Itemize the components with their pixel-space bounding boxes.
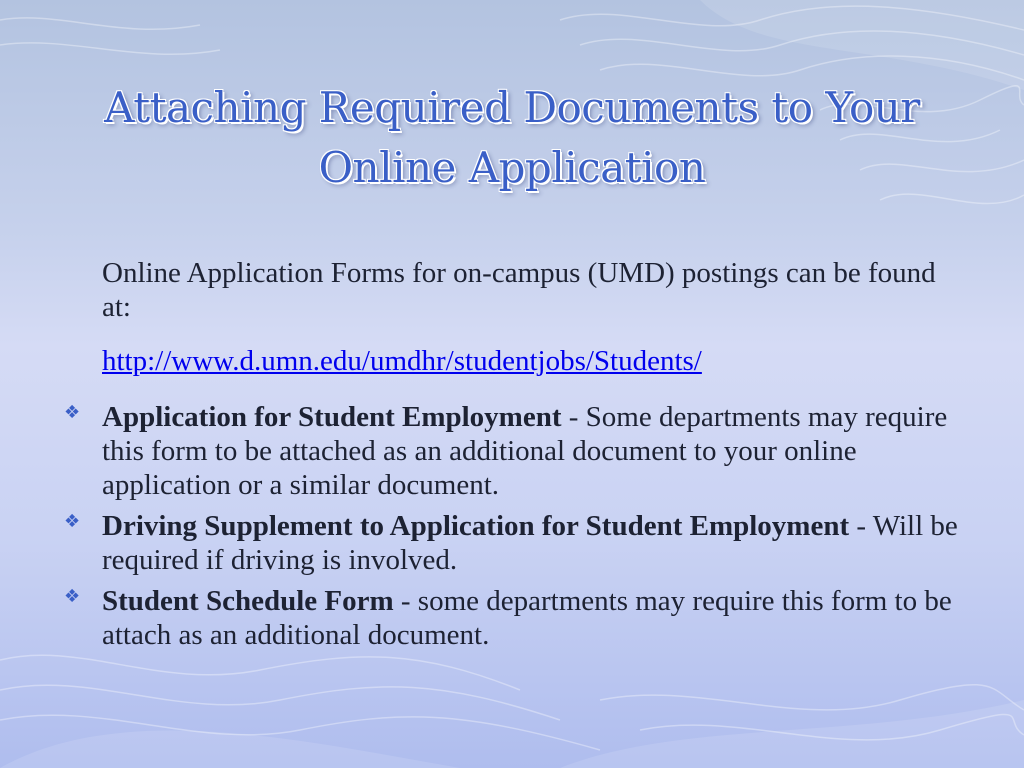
bullet-item-application bbox=[62, 400, 962, 502]
slide-title-line-2: Online Application bbox=[318, 143, 706, 192]
bullet-item-driving bbox=[62, 509, 962, 577]
diamond-bullet-icon: ❖ bbox=[64, 511, 81, 532]
slide-title-line-1: Attaching Required Documents to Your bbox=[104, 83, 920, 132]
slide-content bbox=[62, 256, 962, 659]
link-paragraph bbox=[102, 344, 962, 378]
bullet-term: Application for Student Employment bbox=[102, 401, 562, 433]
bullet-description: - Will be required if driving is involved. bbox=[102, 510, 958, 576]
diamond-bullet-icon: ❖ bbox=[64, 586, 81, 607]
bullet-term: Student Schedule Form bbox=[102, 585, 394, 617]
bullet-term: Driving Supplement to Application for Student Employment bbox=[102, 510, 850, 542]
slide-title bbox=[40, 78, 984, 198]
bullet-list bbox=[62, 400, 962, 652]
student-jobs-link[interactable]: http://www.d.umn.edu/umdhr/studentjobs/Students/ bbox=[102, 345, 702, 377]
bullet-description: - Some departments may require this form to be attached as an additional document to your online application or a similar document. bbox=[102, 401, 948, 501]
diamond-bullet-icon: ❖ bbox=[64, 402, 81, 423]
bullet-item-schedule bbox=[62, 584, 962, 652]
bullet-description: - some departments may require this form to be attach as an additional document. bbox=[102, 585, 952, 651]
intro-text: Online Application Forms for on-campus (UMD) postings can be found at: bbox=[102, 257, 936, 323]
